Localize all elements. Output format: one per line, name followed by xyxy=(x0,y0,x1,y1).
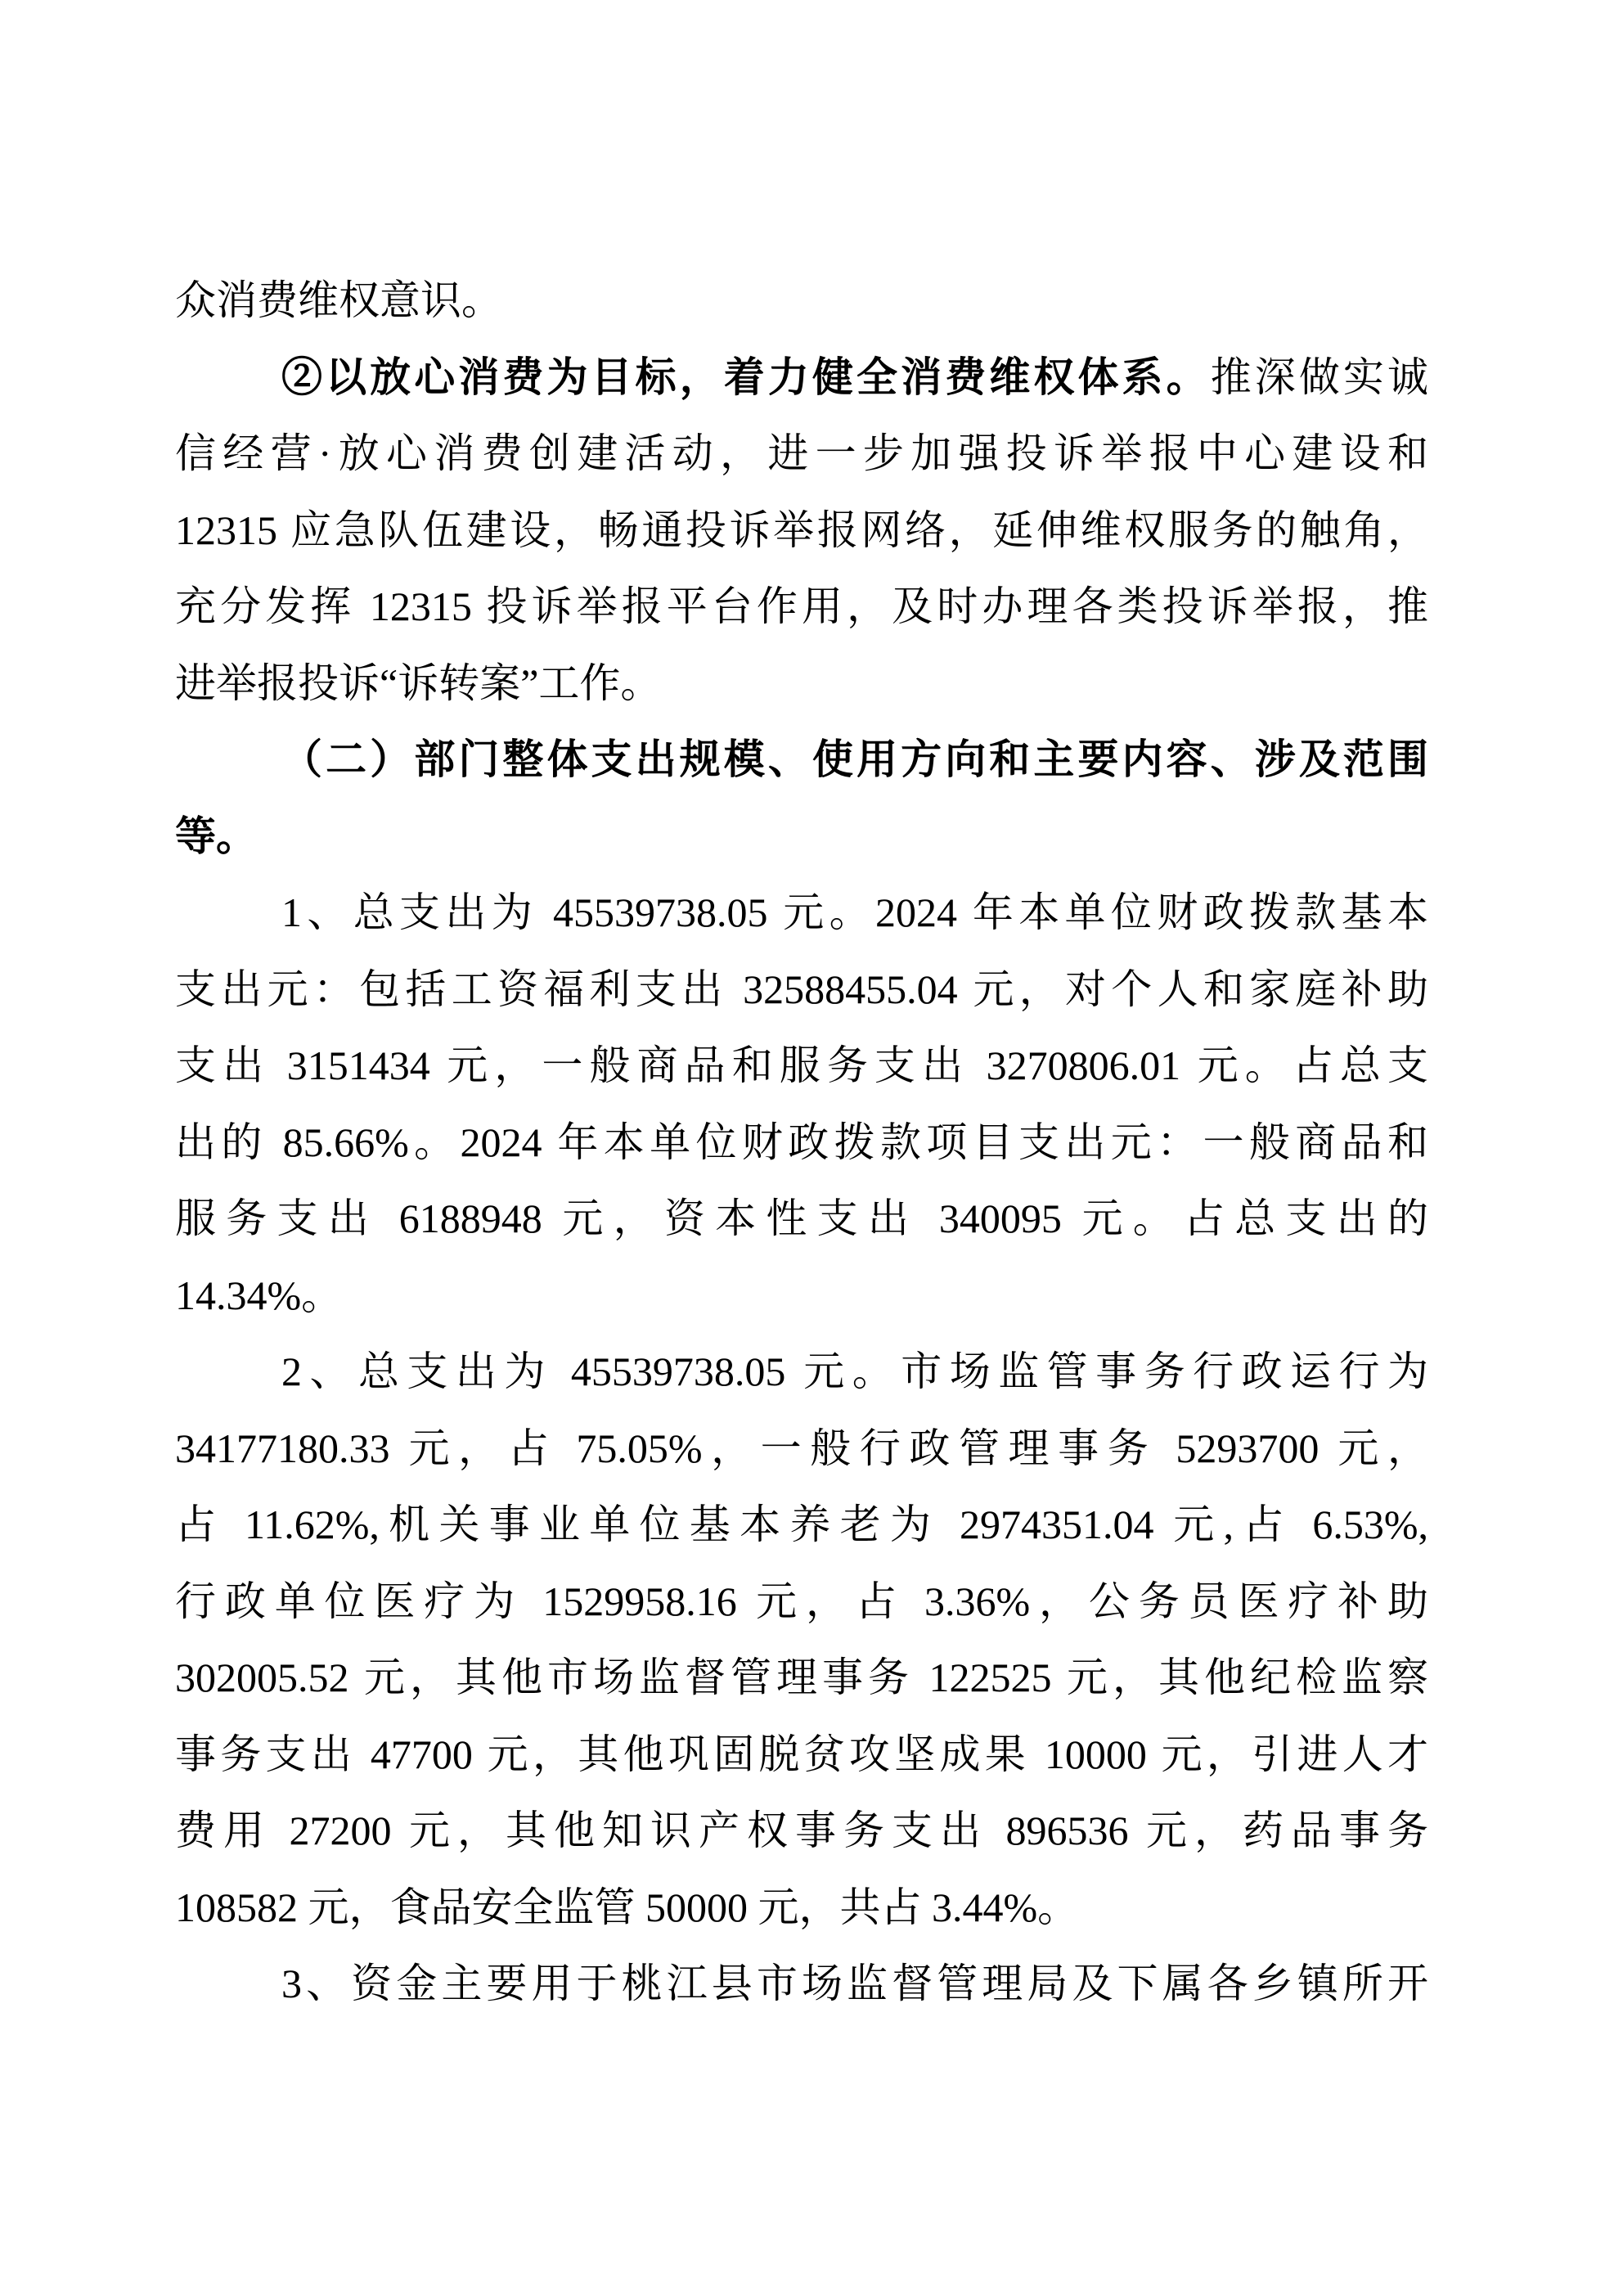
text-segment: 302005.52 元，其他市场监督管理事务 122525 元，其他纪检监察 xyxy=(175,1654,1428,1700)
text-segment: 行政单位医疗为 1529958.16 元，占 3.36%，公务员医疗补助 xyxy=(175,1578,1428,1624)
text-line xyxy=(175,1564,1428,1641)
text-line xyxy=(175,1258,1428,1335)
text-segment: 14.34%。 xyxy=(175,1272,343,1318)
text-line xyxy=(175,416,1428,493)
text-line xyxy=(175,1105,1428,1182)
text-segment: 34177180.33 元，占 75.05%，一般行政管理事务 5293700 元， xyxy=(175,1425,1428,1471)
section-heading-line xyxy=(175,799,1428,876)
text-segment: 服务支出 6188948 元，资本性支出 340095 元。占总支出的 xyxy=(175,1195,1428,1241)
text-segment: 费用 27200 元，其他知识产权事务支出 896536 元，药品事务 xyxy=(175,1808,1428,1853)
text-line xyxy=(175,263,1428,340)
text-line xyxy=(175,1793,1428,1870)
text-segment: 出的 85.66%。2024 年本单位财政拨款项目支出元：一般商品和 xyxy=(175,1119,1428,1165)
text-line xyxy=(175,952,1428,1029)
text-line xyxy=(175,1640,1428,1717)
document-text-block xyxy=(175,263,1428,2023)
bold-segment: 等。 xyxy=(175,813,257,859)
text-line xyxy=(175,1946,1428,2023)
text-line xyxy=(175,1181,1428,1258)
text-segment: 支出元：包括工资福利支出 32588455.04 元，对个人和家庭补助 xyxy=(175,966,1428,1012)
text-line xyxy=(175,1487,1428,1564)
text-segment: 占 11.62%,机关事业单位基本养老为 2974351.04 元,占 6.53%, xyxy=(175,1501,1428,1547)
text-segment: 3、资金主要用于桃江县市场监督管理局及下属各乡镇所开 xyxy=(281,1961,1428,2006)
text-segment: 进举报投诉“诉转案”工作。 xyxy=(175,660,662,706)
text-segment: 2、总支出为 45539738.05 元。市场监管事务行政运行为 xyxy=(281,1348,1428,1394)
text-segment: 12315 应急队伍建设，畅通投诉举报网络，延伸维权服务的触角， xyxy=(175,506,1428,553)
text-segment: 1、总支出为 45539738.05 元。2024 年本单位财政拨款基本 xyxy=(281,889,1428,935)
bold-segment: （二）部门整体支出规模、使用方向和主要内容、涉及范围 xyxy=(281,736,1428,782)
text-line xyxy=(175,1870,1428,1947)
text-line xyxy=(175,1717,1428,1794)
text-line xyxy=(175,875,1428,952)
text-segment: 108582 元，食品安全监管 50000 元，共占 3.44%。 xyxy=(175,1884,1079,1930)
text-line xyxy=(175,1334,1428,1411)
text-line xyxy=(175,1028,1428,1105)
text-segment: 信经营·放心消费创建活动，进一步加强投诉举报中心建设和 xyxy=(175,430,1428,476)
text-segment: 充分发挥 12315 投诉举报平台作用，及时办理各类投诉举报，推 xyxy=(175,583,1428,629)
text-line xyxy=(175,1411,1428,1488)
text-line xyxy=(175,569,1428,646)
bold-segment: ②以放心消费为目标，着力健全消费维权体系。 xyxy=(281,353,1211,400)
text-segment: 推深做实诚 xyxy=(1210,353,1429,400)
text-line xyxy=(175,340,1428,416)
text-segment: 事务支出 47700 元，其他巩固脱贫攻坚成果 10000 元，引进人才 xyxy=(175,1731,1428,1777)
text-line xyxy=(175,646,1428,723)
section-heading-line xyxy=(175,722,1428,799)
text-segment: 众消费维权意识。 xyxy=(175,277,502,323)
text-segment: 支出 3151434 元，一般商品和服务支出 3270806.01 元。占总支 xyxy=(175,1042,1428,1088)
text-line xyxy=(175,493,1428,569)
